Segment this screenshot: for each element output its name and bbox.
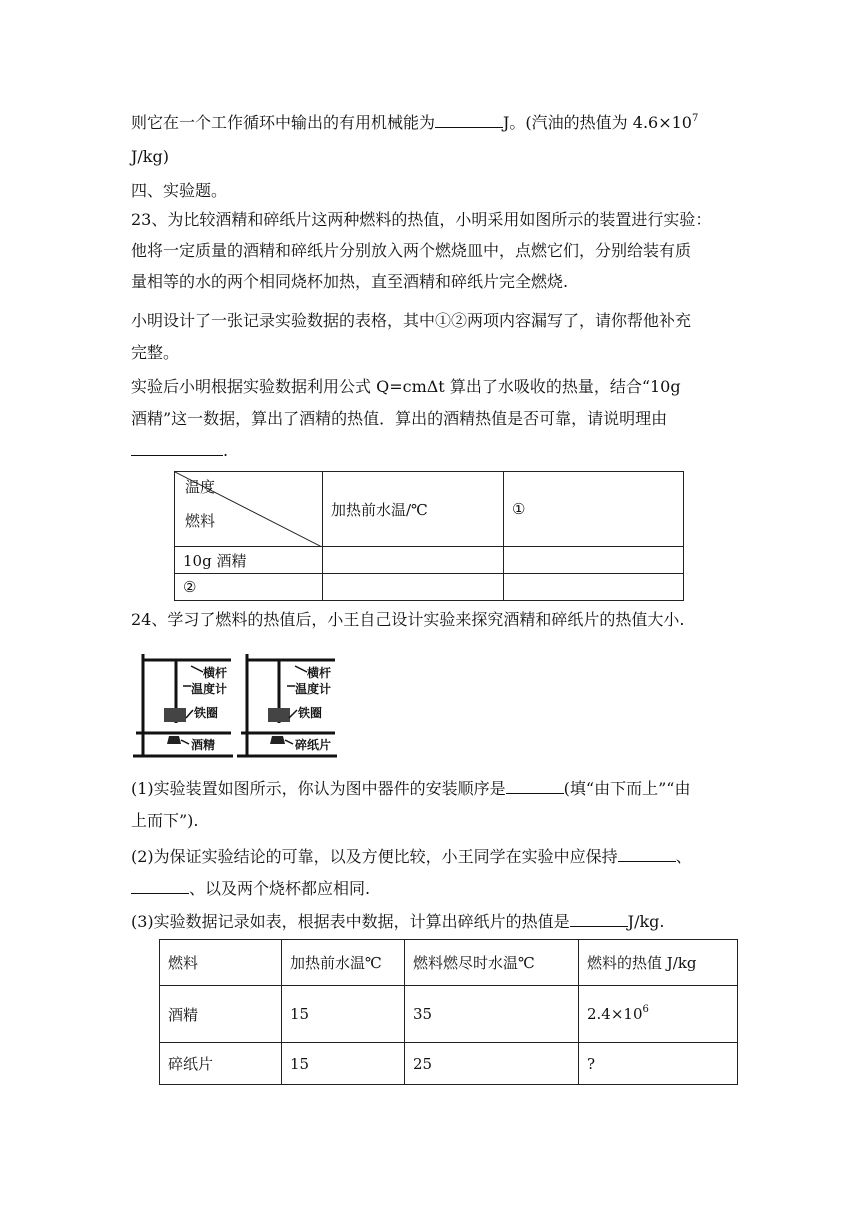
label-thermometer-left: 温度计	[191, 682, 228, 696]
answer-blank[interactable]	[506, 778, 564, 794]
section-heading	[131, 181, 227, 201]
text: J/kg)	[131, 147, 169, 166]
header-initial-temp: 加热前水温℃	[282, 940, 405, 986]
text: 四、实验题。	[131, 181, 228, 200]
exponent: 6	[642, 1004, 649, 1015]
text: J。(汽油的热值为 4.6×10	[503, 113, 692, 132]
answer-blank[interactable]	[131, 878, 189, 894]
header-final-temp: 燃料燃尽时水温℃	[405, 940, 579, 986]
row-label-missing-2: ②	[175, 574, 323, 601]
line-useful-energy	[131, 112, 698, 133]
corner-cell	[175, 472, 323, 547]
q23-line-8	[131, 440, 228, 461]
exponent: 7	[691, 113, 699, 124]
cell-initial-temp: 15	[282, 1043, 405, 1085]
corner-top-label: 温度	[185, 478, 216, 496]
answer-blank[interactable]	[131, 440, 223, 456]
q24-part2-line1	[131, 846, 692, 867]
text: 上而下”).	[131, 811, 199, 830]
text: 23、为比较酒精和碎纸片这两种燃料的热值，小明采用如图所示的装置进行实验：	[131, 210, 712, 229]
answer-blank[interactable]	[570, 911, 628, 927]
cell-final-temp: 25	[405, 1043, 579, 1085]
q23-line-1	[131, 210, 711, 230]
label-iron-ring-left: 铁圈	[194, 706, 219, 720]
apparatus-figure	[131, 648, 351, 764]
q23-line-5	[131, 343, 179, 363]
table-header-row	[160, 940, 738, 986]
label-alcohol: 酒精	[191, 738, 216, 752]
text: 完整。	[131, 343, 180, 362]
text: 、以及两个烧杯都应相同.	[189, 879, 371, 898]
label-thermometer-right: 温度计	[295, 682, 332, 696]
q24-part1-line1	[131, 778, 690, 799]
text: 2.4×10	[587, 1005, 643, 1023]
text: 24、学习了燃料的热值后，小王自己设计实验来探究酒精和碎纸片的热值大小.	[131, 610, 685, 629]
table-cell	[323, 547, 504, 574]
text: 酒精”这一数据，算出了酒精的热值．算出的酒精热值是否可靠，请说明理由	[131, 409, 668, 428]
header-missing-1: ①	[504, 472, 684, 547]
cell-fuel: 碎纸片	[160, 1043, 282, 1085]
header-heat-value: 燃料的热值 J/kg	[579, 940, 738, 986]
text: .	[223, 441, 229, 460]
row-label-alcohol: 10g 酒精	[175, 547, 323, 574]
q23-line-7	[131, 409, 667, 429]
q24-part3-line	[131, 911, 665, 932]
q23-line-2	[131, 241, 691, 261]
text: 则它在一个工作循环中输出的有用机械能为	[131, 113, 436, 132]
header-fuel: 燃料	[160, 940, 282, 986]
data-table	[159, 939, 738, 1085]
q23-line-6	[131, 377, 681, 397]
label-crossbar-left: 横杆	[203, 666, 228, 680]
text: 实验后小明根据实验数据利用公式 Q=cmΔt 算出了水吸收的热量，结合“10g	[131, 377, 681, 396]
answer-blank[interactable]	[618, 846, 676, 862]
q24-part1-line2	[131, 811, 199, 831]
corner-bottom-label: 燃料	[185, 512, 216, 530]
label-iron-ring-right: 铁圈	[298, 706, 323, 720]
q23-line-4	[131, 311, 691, 331]
text: J/kg.	[627, 912, 665, 931]
text: (填“由下而上”“由	[563, 779, 691, 798]
cell-fuel: 酒精	[160, 986, 282, 1043]
cell-initial-temp: 15	[282, 986, 405, 1043]
q23-line-3	[131, 272, 568, 292]
table-cell	[323, 574, 504, 601]
text: 他将一定质量的酒精和碎纸片分别放入两个燃烧皿中，点燃它们，分别给装有质	[131, 241, 692, 260]
table-cell	[504, 574, 684, 601]
text: (1)实验装置如图所示，你认为图中器件的安装顺序是	[131, 779, 506, 798]
text: (3)实验数据记录如表，根据表中数据，计算出碎纸片的热值是	[131, 912, 570, 931]
text: 量相等的水的两个相同烧杯加热，直至酒精和碎纸片完全燃烧.	[131, 272, 569, 291]
line-unit	[131, 147, 169, 167]
table-row	[160, 986, 738, 1043]
cell-heat-value: ?	[579, 1043, 738, 1085]
header-water-temp: 加热前水温/℃	[323, 472, 504, 547]
table-row	[160, 1043, 738, 1085]
record-table-design	[174, 471, 684, 601]
text: 、	[675, 847, 692, 866]
text: 小明设计了一张记录实验数据的表格，其中①②两项内容漏写了，请你帮他补充	[131, 311, 692, 330]
table-cell	[504, 547, 684, 574]
q24-part2-line2	[131, 878, 370, 899]
answer-blank[interactable]	[435, 112, 503, 128]
label-paper: 碎纸片	[295, 738, 332, 752]
text: (2)为保证实验结论的可靠，以及方便比较，小王同学在实验中应保持	[131, 847, 618, 866]
label-crossbar-right: 横杆	[307, 666, 332, 680]
cell-heat-value	[579, 986, 738, 1043]
q24-line-1	[131, 610, 684, 630]
cell-final-temp: 35	[405, 986, 579, 1043]
